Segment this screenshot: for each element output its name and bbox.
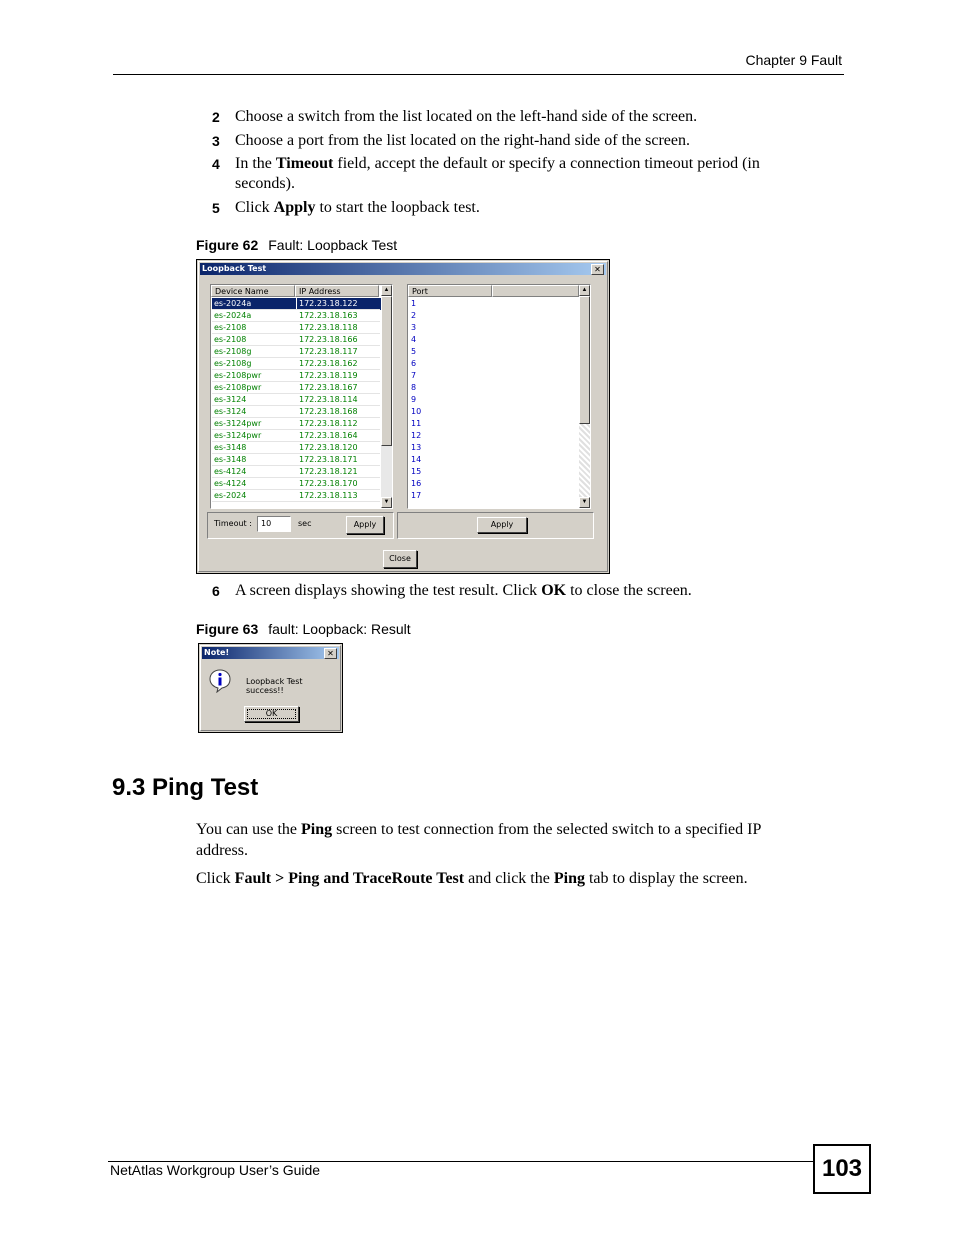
- port-row[interactable]: 10: [411, 407, 422, 416]
- step-number: 2: [212, 109, 220, 125]
- step-number: 5: [212, 200, 220, 216]
- port-row[interactable]: 4: [411, 335, 417, 344]
- ip-address-cell: 172.23.18.166: [299, 335, 358, 344]
- close-icon[interactable]: ✕: [591, 264, 604, 275]
- device-row[interactable]: [212, 454, 380, 466]
- figure-62-caption: [196, 237, 397, 253]
- device-row[interactable]: [212, 418, 380, 430]
- device-row[interactable]: [212, 310, 380, 322]
- footer-guide-title: NetAtlas Workgroup User’s Guide: [110, 1162, 321, 1178]
- ip-address-cell: 172.23.18.113: [299, 491, 358, 500]
- ip-address-cell: 172.23.18.117: [299, 347, 358, 356]
- device-row[interactable]: [212, 466, 380, 478]
- loopback-test-window: [196, 259, 610, 574]
- figure-63-label: Figure 63: [196, 621, 259, 637]
- port-row[interactable]: 7: [411, 371, 417, 380]
- step-text: In the Timeout field, accept the default or specify a connection timeout period (in seconds).: [235, 155, 760, 192]
- port-row[interactable]: 5: [411, 347, 417, 356]
- device-name-cell: es-3124pwr: [214, 431, 262, 440]
- close-icon[interactable]: ✕: [324, 648, 337, 659]
- device-row[interactable]: [212, 478, 380, 490]
- device-row[interactable]: [212, 430, 380, 442]
- section-heading: 9.3 Ping Test: [112, 774, 259, 801]
- column-header-ip-address[interactable]: IP Address: [295, 285, 379, 297]
- ip-address-cell: 172.23.18.164: [299, 431, 358, 440]
- device-name-cell: es-2108: [214, 335, 247, 344]
- apply-button-port[interactable]: Apply: [477, 517, 527, 533]
- port-list-scrollbar[interactable]: [579, 285, 590, 508]
- device-name-cell: es-3124: [214, 407, 247, 416]
- note-window: [198, 643, 343, 733]
- device-name-cell: es-2024: [214, 491, 247, 500]
- device-name-cell: es-2024a: [212, 298, 296, 310]
- step-number: 6: [212, 583, 220, 599]
- port-row[interactable]: 3: [411, 323, 417, 332]
- device-row[interactable]: [212, 382, 380, 394]
- page-number: 103: [813, 1144, 871, 1194]
- scroll-up-icon[interactable]: ▲: [579, 285, 590, 296]
- device-name-cell: es-3148: [214, 443, 247, 452]
- header-rule: [113, 74, 844, 75]
- row-divider: [212, 501, 380, 502]
- port-row[interactable]: 14: [411, 455, 422, 464]
- ip-address-cell: 172.23.18.118: [299, 323, 358, 332]
- device-name-cell: es-2024a: [214, 311, 252, 320]
- scroll-up-icon[interactable]: ▲: [381, 285, 392, 296]
- device-row[interactable]: [212, 358, 380, 370]
- step-text: Click Apply to start the loopback test.: [235, 199, 480, 216]
- window-titlebar: [200, 263, 606, 275]
- device-row[interactable]: [212, 298, 380, 310]
- device-list[interactable]: [210, 284, 393, 509]
- timeout-input[interactable]: 10: [257, 516, 291, 532]
- timeout-label: Timeout :: [214, 519, 252, 528]
- section-paragraph-1: You can use the Ping screen to test connection from the selected switch to a specified IP address.: [196, 821, 761, 859]
- running-header: Chapter 9 Fault: [745, 52, 842, 68]
- figure-62-title: Fault: Loopback Test: [268, 237, 398, 253]
- port-row[interactable]: 6: [411, 359, 417, 368]
- ip-address-cell: 172.23.18.114: [299, 395, 358, 404]
- column-header-blank: [492, 285, 579, 297]
- device-name-cell: es-4124: [214, 479, 247, 488]
- window-title: Loopback Test: [202, 264, 267, 273]
- device-name-cell: es-2108pwr: [214, 383, 262, 392]
- step-text: Choose a switch from the list located on the left-hand side of the screen.: [235, 108, 698, 125]
- ip-address-cell: 172.23.18.121: [299, 467, 358, 476]
- step-text: Choose a port from the list located on the right-hand side of the screen.: [235, 132, 690, 149]
- note-window-title: Note!: [204, 648, 230, 657]
- ip-address-cell: 172.23.18.167: [299, 383, 358, 392]
- port-row[interactable]: 2: [411, 311, 417, 320]
- port-row[interactable]: 13: [411, 443, 422, 452]
- port-row[interactable]: 15: [411, 467, 422, 476]
- ip-address-cell: 172.23.18.122: [297, 298, 381, 310]
- note-titlebar: [202, 647, 339, 659]
- device-row[interactable]: [212, 406, 380, 418]
- ok-button[interactable]: OK: [244, 706, 299, 722]
- device-row[interactable]: [212, 346, 380, 358]
- port-row[interactable]: 8: [411, 383, 417, 392]
- device-row[interactable]: [212, 334, 380, 346]
- port-row[interactable]: 11: [411, 419, 422, 428]
- device-name-cell: es-3124pwr: [214, 419, 262, 428]
- apply-button-device[interactable]: Apply: [346, 516, 384, 534]
- device-name-cell: es-2108g: [214, 347, 252, 356]
- scroll-thumb[interactable]: [381, 296, 392, 446]
- figure-62-label: Figure 62: [196, 237, 259, 253]
- step-number: 4: [212, 156, 220, 172]
- device-row[interactable]: [212, 370, 380, 382]
- note-message: Loopback Test success!!: [246, 677, 303, 695]
- scroll-down-icon[interactable]: ▼: [579, 497, 590, 508]
- ip-address-cell: 172.23.18.120: [299, 443, 358, 452]
- device-name-cell: es-4124: [214, 467, 247, 476]
- device-name-cell: es-3124: [214, 395, 247, 404]
- scroll-down-icon[interactable]: ▼: [381, 497, 392, 508]
- ip-address-cell: 172.23.18.163: [299, 311, 358, 320]
- port-row[interactable]: 16: [411, 479, 422, 488]
- device-name-cell: es-3148: [214, 455, 247, 464]
- device-name-cell: es-2108g: [214, 359, 252, 368]
- ip-address-cell: 172.23.18.170: [299, 479, 358, 488]
- figure-63-caption: [196, 621, 411, 637]
- ip-address-cell: 172.23.18.171: [299, 455, 358, 464]
- scroll-thumb[interactable]: [579, 296, 590, 424]
- port-row[interactable]: 12: [411, 431, 422, 440]
- device-row[interactable]: [212, 490, 380, 502]
- ip-address-cell: 172.23.18.112: [299, 419, 358, 428]
- sec-label: sec: [298, 519, 312, 528]
- device-name-cell: es-2108pwr: [214, 371, 262, 380]
- ip-address-cell: 172.23.18.162: [299, 359, 358, 368]
- port-row[interactable]: 1: [411, 299, 417, 308]
- column-header-port[interactable]: Port: [408, 285, 492, 297]
- ip-address-cell: 172.23.18.168: [299, 407, 358, 416]
- port-row[interactable]: 9: [411, 395, 417, 404]
- step-text: A screen displays showing the test result. Click OK to close the screen.: [235, 582, 692, 599]
- section-paragraph-2: Click Fault > Ping and TraceRoute Test and click the Ping tab to display the screen.: [196, 870, 748, 887]
- column-header-device-name[interactable]: Device Name: [211, 285, 295, 297]
- device-name-cell: es-2108: [214, 323, 247, 332]
- ip-address-cell: 172.23.18.119: [299, 371, 358, 380]
- figure-63-title: fault: Loopback: Result: [268, 621, 411, 637]
- port-list[interactable]: [407, 284, 591, 509]
- close-button[interactable]: Close: [383, 550, 417, 568]
- port-row[interactable]: 17: [411, 491, 422, 500]
- device-list-scrollbar[interactable]: [381, 285, 392, 508]
- device-row[interactable]: [212, 442, 380, 454]
- info-icon: [209, 669, 229, 689]
- step-number: 3: [212, 133, 220, 149]
- device-row[interactable]: [212, 322, 380, 334]
- device-row[interactable]: [212, 394, 380, 406]
